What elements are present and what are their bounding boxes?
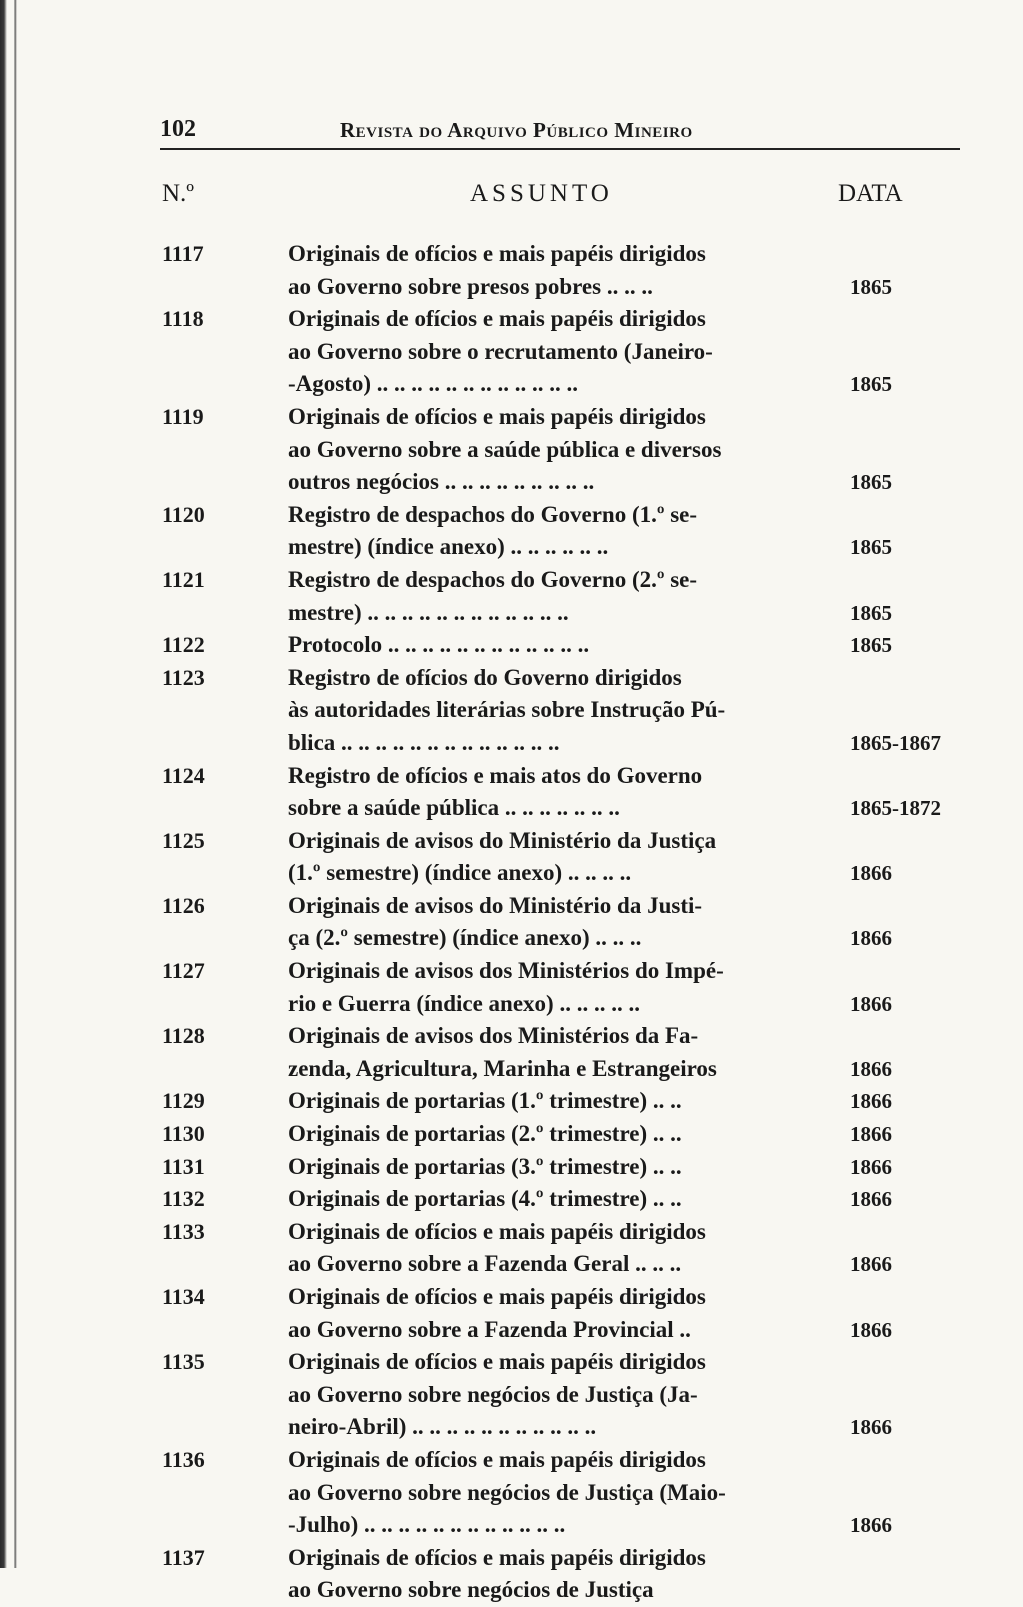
entry-subject: Registro de despachos do Governo (1.º se- mestre) (índice anexo) .. .. .. .. .. .. <box>288 501 698 560</box>
entry-date: 1866 <box>850 1252 892 1277</box>
entry-subject: Originais de ofícios e mais papéis dirigidos ao Governo sobre a Fazenda Provincial .. <box>288 1284 706 1342</box>
entry-date: 1866 <box>850 1513 892 1538</box>
list-item <box>160 629 960 662</box>
entry-number: 1129 <box>162 1088 205 1114</box>
entry-subject: Originais de ofícios e mais papéis dirigidos ao Governo sobre o recrutamento (Janeiro- -Agosto) .. .. .. .. .. .. .. .. .. .. .. .. <box>288 306 713 397</box>
entry-number: 1128 <box>162 1023 205 1049</box>
entry-number: 1127 <box>162 958 205 984</box>
entry-date: 1866 <box>850 1154 892 1179</box>
list-item <box>160 1346 960 1444</box>
journal-title: Revista do Arquivo Público Mineiro <box>340 118 693 142</box>
list-item <box>160 238 960 303</box>
entry-subject: Originais de portarias (4.º trimestre) .. .. <box>288 1186 682 1212</box>
list-item <box>160 760 960 825</box>
entry-date: 1865 <box>850 633 892 658</box>
entry-date: 1866 <box>850 1415 892 1440</box>
entry-date: 1866 <box>850 1317 892 1342</box>
entry-date: 1866 <box>850 991 892 1016</box>
scan-binding-edge <box>0 0 22 1568</box>
entry-subject: Originais de portarias (2.º trimestre) .. .. <box>288 1121 682 1147</box>
entry-subject: Originais de portarias (3.º trimestre) .. .. <box>288 1153 682 1179</box>
entry-subject: Originais de avisos dos Ministérios do Impé- rio e Guerra (índice anexo) .. .. .. .. .. <box>288 958 724 1016</box>
entry-number: 1120 <box>162 501 205 527</box>
entry-subject: Originais de ofícios e mais papéis dirigidos ao Governo sobre negócios de Justiça (Maio- -Julho) .. .. .. .. .. .. .. .. .. .. .. .. <box>288 1446 726 1538</box>
entry-date: 1866 <box>850 1089 892 1114</box>
running-header <box>160 112 960 150</box>
list-item <box>160 955 960 1020</box>
entry-date: 1865-1867 <box>850 730 941 755</box>
entry-number: 1122 <box>162 632 205 658</box>
entry-date: 1865 <box>850 372 892 397</box>
list-item <box>160 564 960 629</box>
entry-number: 1131 <box>162 1153 205 1179</box>
list-item <box>160 1020 960 1085</box>
entry-date: 1866 <box>850 1056 892 1081</box>
entry-subject: Originais de avisos do Ministério da Justiça (1.º semestre) (índice anexo) .. .. .. .. <box>288 827 717 886</box>
entry-number: 1123 <box>162 664 205 690</box>
entry-date: 1866 <box>850 1187 892 1212</box>
list-item <box>160 303 960 401</box>
entry-number: 1119 <box>162 403 204 429</box>
entry-number: 1135 <box>162 1349 205 1375</box>
entry-list <box>160 238 960 1607</box>
entry-subject: Originais de avisos dos Ministérios da Fa- zenda, Agricultura, Marinha e Estrangeiros <box>288 1023 717 1081</box>
entry-subject: Registro de despachos do Governo (2.º se- mestre) .. .. .. .. .. .. .. .. .. .. .. .. <box>288 566 698 625</box>
column-header-number: N.º <box>162 180 195 207</box>
entry-number: 1118 <box>162 306 204 332</box>
entry-date: 1865 <box>850 600 892 625</box>
list-item <box>160 401 960 499</box>
entry-subject: Originais de ofícios e mais papéis dirigidos ao Governo sobre negócios de Justiça (Ja- neiro-Abril) .. .. .. .. .. .. .. .. .. .. .. <box>288 1349 706 1440</box>
column-header-date: DATA <box>838 180 903 207</box>
page-number: 102 <box>160 116 196 142</box>
entry-number: 1121 <box>162 566 205 592</box>
entry-number: 1125 <box>162 827 205 853</box>
entry-number: 1133 <box>162 1218 205 1244</box>
entry-number: 1134 <box>162 1284 205 1309</box>
list-item <box>160 1183 960 1216</box>
entry-subject: Originais de ofícios e mais papéis dirigidos ao Governo sobre presos pobres .. .. .. <box>288 241 706 299</box>
entry-number: 1130 <box>162 1121 205 1147</box>
list-item <box>160 1085 960 1118</box>
column-headers <box>160 180 960 238</box>
entry-number: 1124 <box>162 762 205 788</box>
list-item <box>160 662 960 760</box>
column-header-subject: ASSUNTO <box>470 180 613 207</box>
entry-subject: Originais de ofícios e mais papéis dirigidos ao Governo sobre a Fazenda Geral .. .. .. <box>288 1218 706 1277</box>
document-page <box>160 112 960 1607</box>
entry-number: 1137 <box>162 1544 205 1570</box>
list-item <box>160 1118 960 1151</box>
entry-number: 1126 <box>162 892 205 918</box>
list-item <box>160 1444 960 1542</box>
entry-date: 1866 <box>850 1122 892 1147</box>
entry-date: 1865-1872 <box>850 796 941 821</box>
entry-number: 1136 <box>162 1446 205 1472</box>
entry-subject: Originais de portarias (1.º trimestre) .. .. <box>288 1088 682 1114</box>
entry-number: 1132 <box>162 1186 205 1212</box>
list-item <box>160 1151 960 1184</box>
list-item <box>160 499 960 564</box>
entry-subject: Originais de avisos do Ministério da Justi- ça (2.º semestre) (índice anexo) .. .. .. <box>288 892 703 951</box>
entry-subject: Originais de ofícios e mais papéis dirigidos ao Governo sobre negócios de Justiça <box>288 1544 706 1603</box>
list-item <box>160 1281 960 1346</box>
entry-subject: Protocolo .. .. .. .. .. .. .. .. .. .. .. .. <box>288 632 590 658</box>
list-item <box>160 1542 960 1607</box>
entry-date: 1866 <box>850 926 892 951</box>
list-item <box>160 1216 960 1281</box>
entry-number: 1117 <box>162 241 204 266</box>
entry-date: 1865 <box>850 470 892 495</box>
list-item <box>160 890 960 955</box>
entry-subject: Registro de ofícios do Governo dirigidos às autoridades literárias sobre Instrução Pú- blica .. .. .. .. .. .. .. .. .. .. .. .. .. <box>288 664 726 755</box>
entry-date: 1866 <box>850 861 892 886</box>
entry-subject: Originais de ofícios e mais papéis dirigidos ao Governo sobre a saúde pública e diversos outros negócios .. .. .. .. .. .. .. .. .. <box>288 403 722 495</box>
entry-subject: Registro de ofícios e mais atos do Governo sobre a saúde pública .. .. .. .. .. .. .. <box>288 762 703 821</box>
entry-date: 1865 <box>850 535 892 560</box>
entry-date: 1865 <box>850 274 892 299</box>
list-item <box>160 825 960 890</box>
